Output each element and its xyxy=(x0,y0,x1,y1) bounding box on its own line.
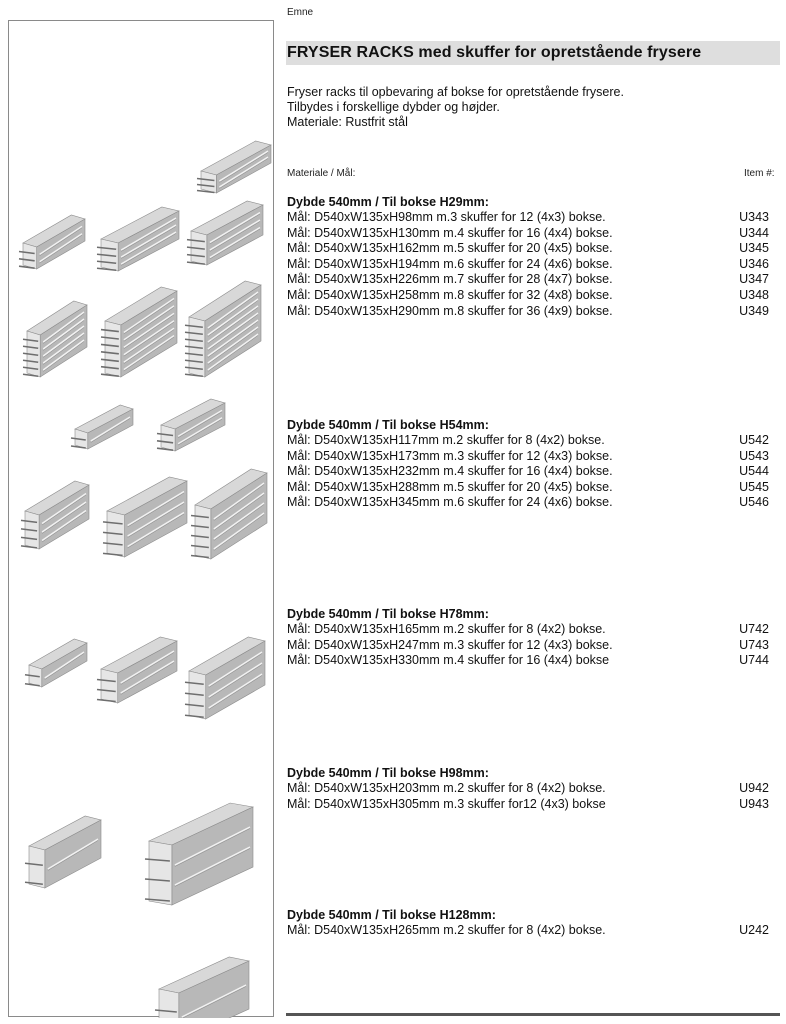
page-title: FRYSER RACKS med skuffer for opretstående frysere xyxy=(287,44,702,61)
row-description: Mål: D540xW135xH173mm m.3 skuffer for 12 (4x3) bokse. xyxy=(287,448,613,463)
row-description: Mål: D540xW135xH117mm m.2 skuffer for 8 (4x2) bokse. xyxy=(287,433,605,447)
table-row xyxy=(287,653,777,669)
table-row xyxy=(287,288,777,304)
row-item-number: U345 xyxy=(739,241,769,256)
rack-image xyxy=(19,215,85,269)
row-description: Mål: D540xW135xH247mm m.3 skuffer for 12 (4x3) bokse. xyxy=(287,637,613,652)
row-item-number: U348 xyxy=(739,287,769,302)
row-description: Mål: D540xW135xH165mm m.2 skuffer for 8 (4x2) bokse. xyxy=(287,622,606,636)
table-row xyxy=(287,480,777,496)
product-image-panel xyxy=(8,20,274,1017)
section-h128 xyxy=(287,907,777,939)
table-row xyxy=(287,781,777,797)
row-description: Mål: D540xW135xH232mm m.4 skuffer for 16 (4x4) bokse. xyxy=(287,464,613,479)
row-item-number: U349 xyxy=(739,303,769,318)
row-item-number: U546 xyxy=(739,495,769,510)
table-row xyxy=(287,638,777,654)
intro-line: Materiale: Rustfrit stål xyxy=(287,115,408,129)
bottom-rule xyxy=(286,1013,780,1016)
row-description: Mål: D540xW135xH258mm m.8 skuffer for 32 (4x8) bokse. xyxy=(287,287,613,302)
row-item-number: U743 xyxy=(739,637,769,652)
material-column-label: Materiale / Mål: xyxy=(287,168,356,179)
row-description: Mål: D540xW135xH98mm m.3 skuffer for 12 (4x3) bokse. xyxy=(287,210,606,224)
rack-image xyxy=(25,816,101,888)
rack-image xyxy=(97,637,177,703)
table-row xyxy=(287,304,777,320)
rack-illustrations xyxy=(9,21,275,1018)
table-row xyxy=(287,226,777,242)
row-description: Mål: D540xW135xH345mm m.6 skuffer for 24 (4x6) bokse. xyxy=(287,495,613,510)
table-row xyxy=(287,923,777,939)
table-row xyxy=(287,257,777,273)
rack-image xyxy=(103,477,187,557)
row-description: Mål: D540xW135xH305mm m.3 skuffer for12 (4x3) bokse xyxy=(287,796,606,811)
row-item-number: U542 xyxy=(739,433,769,447)
section-h54 xyxy=(287,417,777,511)
section-heading: Dybde 540mm / Til bokse H54mm: xyxy=(287,418,489,432)
row-description: Mål: D540xW135xH226mm m.7 skuffer for 28 (4x7) bokse. xyxy=(287,272,613,287)
table-row xyxy=(287,210,777,226)
row-item-number: U344 xyxy=(739,225,769,240)
emne-label: Emne xyxy=(287,7,314,18)
row-description: Mål: D540xW135xH265mm m.2 skuffer for 8 (4x2) bokse. xyxy=(287,923,606,937)
intro-text xyxy=(287,85,624,130)
row-description: Mål: D540xW135xH290mm m.8 skuffer for 36 (4x9) bokse. xyxy=(287,303,613,318)
row-item-number: U543 xyxy=(739,448,769,463)
row-item-number: U346 xyxy=(739,256,769,271)
table-row xyxy=(287,433,777,449)
row-item-number: U942 xyxy=(739,781,769,795)
row-item-number: U347 xyxy=(739,272,769,287)
rack-image xyxy=(155,957,249,1018)
rack-image xyxy=(23,301,87,377)
table-row xyxy=(287,272,777,288)
rack-image xyxy=(97,207,179,271)
intro-line: Tilbydes i forskellige dybder og højder. xyxy=(287,100,500,114)
row-item-number: U742 xyxy=(739,622,769,636)
row-item-number: U242 xyxy=(739,923,769,937)
row-item-number: U744 xyxy=(739,653,769,668)
rack-image xyxy=(191,469,267,559)
rack-image xyxy=(185,637,265,719)
row-item-number: U545 xyxy=(739,479,769,494)
section-heading: Dybde 540mm / Til bokse H29mm: xyxy=(287,195,489,209)
rack-image xyxy=(187,201,263,265)
section-heading: Dybde 540mm / Til bokse H128mm: xyxy=(287,908,496,922)
row-item-number: U943 xyxy=(739,796,769,811)
rack-image xyxy=(145,803,253,905)
section-h98 xyxy=(287,765,777,812)
section-h29 xyxy=(287,194,777,319)
table-row xyxy=(287,495,777,511)
rack-image xyxy=(185,281,261,377)
section-heading: Dybde 540mm / Til bokse H78mm: xyxy=(287,607,489,621)
row-description: Mål: D540xW135xH194mm m.6 skuffer for 24 (4x6) bokse. xyxy=(287,256,613,271)
table-row xyxy=(287,464,777,480)
rack-image xyxy=(71,405,133,449)
row-item-number: U343 xyxy=(739,210,769,224)
table-row xyxy=(287,241,777,257)
row-description: Mål: D540xW135xH162mm m.5 skuffer for 20 (4x5) bokse. xyxy=(287,241,613,256)
row-description: Mål: D540xW135xH330mm m.4 skuffer for 16 (4x4) bokse xyxy=(287,653,610,668)
table-row xyxy=(287,622,777,638)
rack-image xyxy=(157,399,225,451)
intro-line: Fryser racks til opbevaring af bokse for opretstående frysere. xyxy=(287,85,624,99)
row-description: Mål: D540xW135xH203mm m.2 skuffer for 8 (4x2) bokse. xyxy=(287,781,606,795)
row-description: Mål: D540xW135xH130mm m.4 skuffer for 16 (4x4) bokse. xyxy=(287,225,613,240)
section-h78 xyxy=(287,606,777,669)
rack-image xyxy=(21,481,89,549)
table-row xyxy=(287,449,777,465)
rack-image xyxy=(101,287,177,377)
rack-image xyxy=(197,141,271,193)
item-column-label: Item #: xyxy=(744,168,775,179)
row-item-number: U544 xyxy=(739,464,769,479)
row-description: Mål: D540xW135xH288mm m.5 skuffer for 20 (4x5) bokse. xyxy=(287,479,613,494)
rack-image xyxy=(25,639,87,687)
table-row xyxy=(287,797,777,813)
section-heading: Dybde 540mm / Til bokse H98mm: xyxy=(287,766,489,780)
